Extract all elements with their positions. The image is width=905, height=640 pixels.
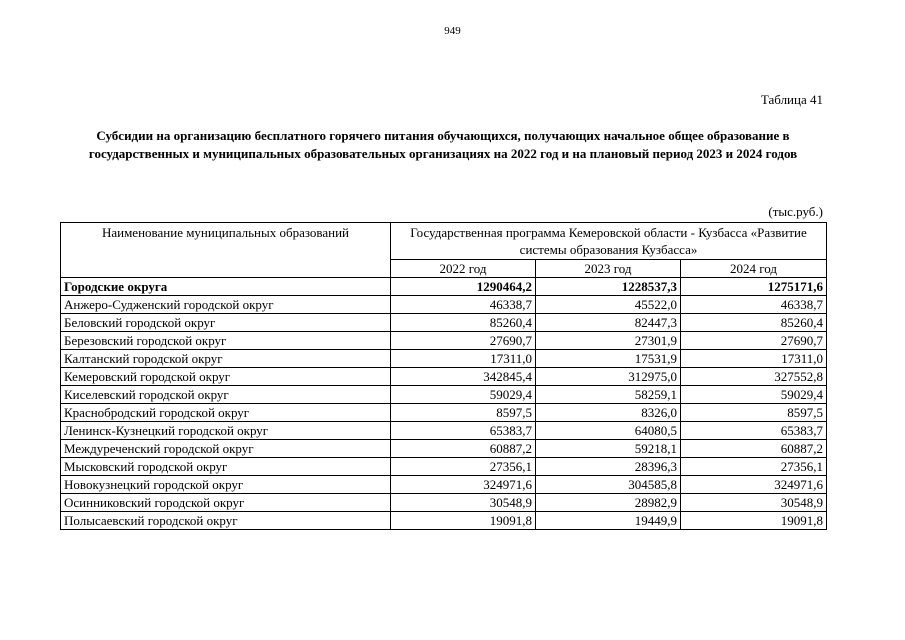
municipality-name: Мысковский городской округ xyxy=(61,458,391,476)
value-2023: 58259,1 xyxy=(536,386,681,404)
table-label: Таблица 41 xyxy=(760,92,823,107)
municipality-name: Кемеровский городской округ xyxy=(61,368,391,386)
municipality-name: Осинниковский городской округ xyxy=(61,494,391,512)
document-title: Субсидии на организацию бесплатного горячего питания обучающихся, получающих начальное общее образование в государственных и муниципальных образовательных организациях на 2022 год и на плановый период 2023 и 2024 годов xyxy=(88,128,798,161)
value-2023: 64080,5 xyxy=(536,422,681,440)
table-row xyxy=(61,422,827,440)
table-row xyxy=(61,512,827,530)
header-year-2023: 2023 год xyxy=(536,260,681,278)
value-2023: 8326,0 xyxy=(536,404,681,422)
value-2023: 17531,9 xyxy=(536,350,681,368)
table-row xyxy=(61,332,827,350)
table-row xyxy=(61,386,827,404)
value-2024: 59029,4 xyxy=(681,386,827,404)
municipality-name: Беловский городской округ xyxy=(61,314,391,332)
value-2024: 46338,7 xyxy=(681,296,827,314)
value-2022: 27690,7 xyxy=(391,332,536,350)
table-row xyxy=(61,350,827,368)
table-row xyxy=(61,476,827,494)
value-2022: 60887,2 xyxy=(391,440,536,458)
header-row xyxy=(61,223,827,260)
value-2024: 19091,8 xyxy=(681,512,827,530)
value-2024: 327552,8 xyxy=(681,368,827,386)
municipality-name: Полысаевский городской округ xyxy=(61,512,391,530)
value-2022: 17311,0 xyxy=(391,350,536,368)
value-2023: 28982,9 xyxy=(536,494,681,512)
value-2023: 82447,3 xyxy=(536,314,681,332)
table-body xyxy=(61,278,827,530)
municipality-name: Калтанский городской округ xyxy=(61,350,391,368)
value-2024: 30548,9 xyxy=(681,494,827,512)
header-program: Государственная программа Кемеровской области - Кузбасса «Развитие системы образования Кузбасса» xyxy=(391,223,827,260)
value-2022: 85260,4 xyxy=(391,314,536,332)
value-2023: 28396,3 xyxy=(536,458,681,476)
table-row xyxy=(61,440,827,458)
value-2024: 85260,4 xyxy=(681,314,827,332)
value-2023: 45522,0 xyxy=(536,296,681,314)
table-header xyxy=(61,223,827,278)
page-number: 949 xyxy=(444,25,461,37)
value-2023: 19449,9 xyxy=(536,512,681,530)
value-2022: 324971,6 xyxy=(391,476,536,494)
header-municipality: Наименование муниципальных образований xyxy=(61,223,391,278)
total-value-2023: 1228537,3 xyxy=(536,278,681,296)
units-label: (тыс.руб.) xyxy=(768,204,823,219)
value-2022: 27356,1 xyxy=(391,458,536,476)
value-2024: 17311,0 xyxy=(681,350,827,368)
municipality-name: Ленинск-Кузнецкий городской округ xyxy=(61,422,391,440)
value-2023: 27301,9 xyxy=(536,332,681,350)
value-2022: 65383,7 xyxy=(391,422,536,440)
municipality-name: Новокузнецкий городской округ xyxy=(61,476,391,494)
value-2023: 304585,8 xyxy=(536,476,681,494)
value-2024: 324971,6 xyxy=(681,476,827,494)
header-year-2022: 2022 год xyxy=(391,260,536,278)
value-2024: 60887,2 xyxy=(681,440,827,458)
municipality-name: Краснобродский городской округ xyxy=(61,404,391,422)
table-row xyxy=(61,458,827,476)
value-2022: 46338,7 xyxy=(391,296,536,314)
total-value-2022: 1290464,2 xyxy=(391,278,536,296)
municipality-name: Березовский городской округ xyxy=(61,332,391,350)
table-row xyxy=(61,368,827,386)
value-2024: 8597,5 xyxy=(681,404,827,422)
table-row xyxy=(61,494,827,512)
table-row xyxy=(61,314,827,332)
value-2024: 65383,7 xyxy=(681,422,827,440)
subsidies-table xyxy=(60,222,827,530)
municipality-name: Анжеро-Судженский городской округ xyxy=(61,296,391,314)
value-2022: 59029,4 xyxy=(391,386,536,404)
table-row xyxy=(61,296,827,314)
municipality-name: Киселевский городской округ xyxy=(61,386,391,404)
value-2022: 8597,5 xyxy=(391,404,536,422)
table-row xyxy=(61,404,827,422)
total-value-2024: 1275171,6 xyxy=(681,278,827,296)
total-row xyxy=(61,278,827,296)
header-year-2024: 2024 год xyxy=(681,260,827,278)
value-2023: 59218,1 xyxy=(536,440,681,458)
value-2023: 312975,0 xyxy=(536,368,681,386)
value-2022: 19091,8 xyxy=(391,512,536,530)
value-2024: 27356,1 xyxy=(681,458,827,476)
total-name: Городские округа xyxy=(61,278,391,296)
value-2022: 342845,4 xyxy=(391,368,536,386)
municipality-name: Междуреченский городской округ xyxy=(61,440,391,458)
value-2024: 27690,7 xyxy=(681,332,827,350)
value-2022: 30548,9 xyxy=(391,494,536,512)
